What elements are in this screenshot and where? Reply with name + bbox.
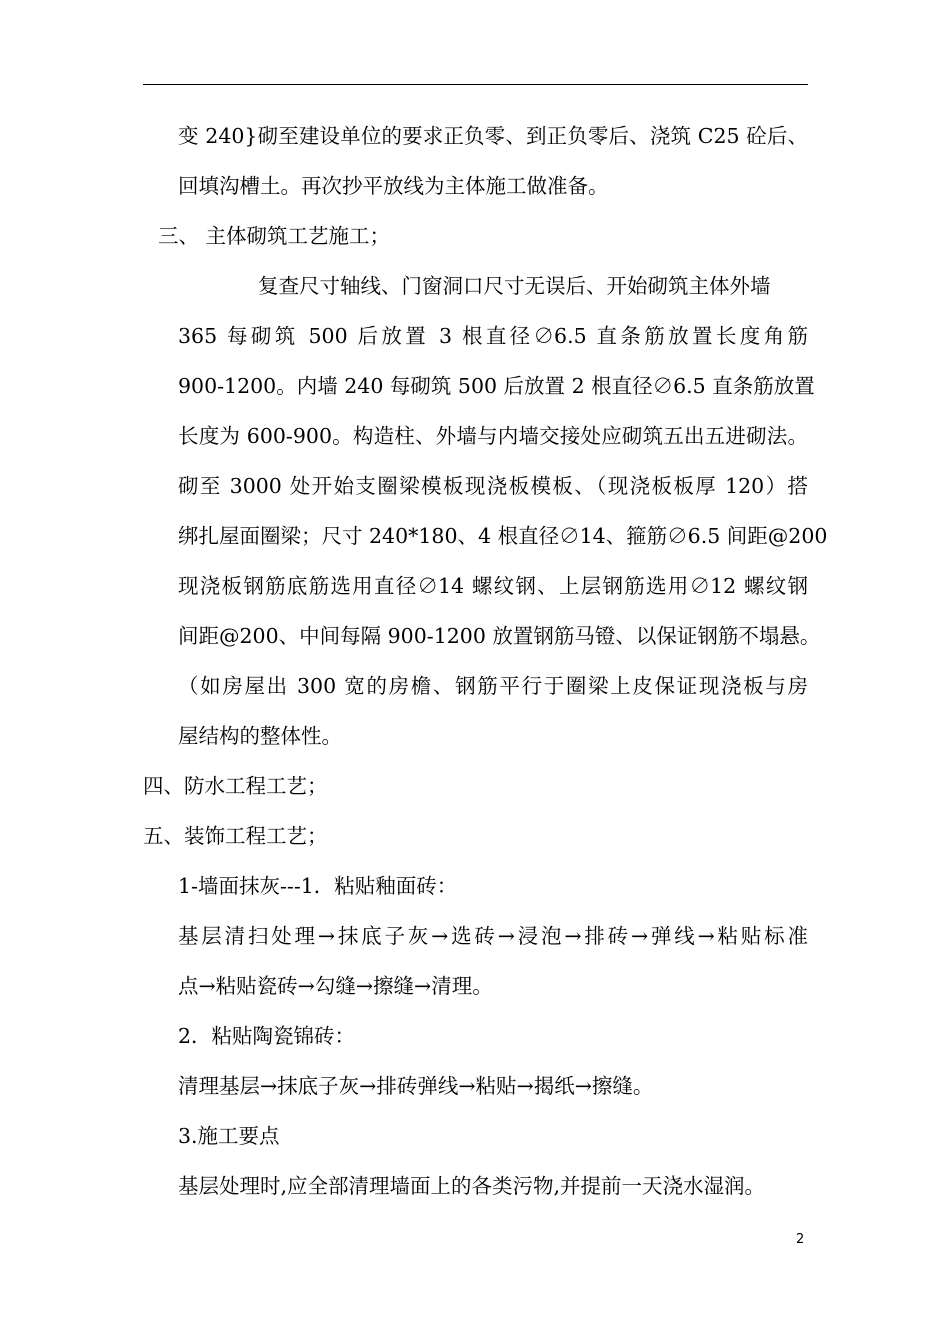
paragraph-line: 间距@200、中间每隔 900-1200 放置钢筋马镫、以保证钢筋不塌悬。: [178, 624, 821, 648]
paragraph-line: 复查尺寸轴线、门窗洞口尺寸无误后、开始砌筑主体外墙: [258, 274, 771, 298]
paragraph-line: 现浇板钢筋底筋选用直径∅14 螺纹钢、上层钢筋选用∅12 螺纹钢: [178, 574, 808, 598]
paragraph-line: 点→粘贴瓷砖→勾缝→擦缝→清理。: [178, 974, 493, 998]
header-rule: [143, 84, 808, 85]
paragraph-line: 回填沟槽土。再次抄平放线为主体施工做准备。: [178, 174, 609, 198]
paragraph-line: 365 每砌筑 500 后放置 3 根直径∅6.5 直条筋放置长度角筋: [178, 324, 808, 348]
paragraph-line: （如房屋出 300 宽的房檐、钢筋平行于圈梁上皮保证现浇板与房: [178, 674, 808, 698]
section-heading-4: 四、防水工程工艺；: [143, 774, 328, 798]
paragraph-line: 变 240}砌至建设单位的要求正负零、到正负零后、浇筑 C25 砼后、: [178, 124, 808, 148]
subsection-heading: 2．粘贴陶瓷锦砖：: [178, 1024, 356, 1048]
subsection-heading: 3.施工要点: [178, 1124, 280, 1148]
paragraph-line: 屋结构的整体性。: [178, 724, 342, 748]
paragraph-line: 基层清扫处理→抹底子灰→选砖→浸泡→排砖→弹线→粘贴标准: [178, 924, 808, 948]
paragraph-line: 900-1200。内墙 240 每砌筑 500 后放置 2 根直径∅6.5 直条筋放置: [178, 374, 815, 398]
subsection-heading: 1-墙面抹灰---1．粘贴釉面砖：: [178, 874, 458, 898]
paragraph-line: 清理基层→抹底子灰→排砖弹线→粘贴→揭纸→擦缝。: [178, 1074, 654, 1098]
paragraph-line: 绑扎屋面圈梁；尺寸 240*180、4 根直径∅14、箍筋∅6.5 间距@200: [178, 524, 828, 548]
paragraph-line: 长度为 600-900。构造柱、外墙与内墙交接处应砌筑五出五进砌法。: [178, 424, 808, 448]
page-number: 2: [796, 1232, 805, 1247]
paragraph-line: 基层处理时,应全部清理墙面上的各类污物,并提前一天浇水湿润。: [178, 1174, 766, 1198]
section-heading-5: 五、装饰工程工艺；: [143, 824, 328, 848]
paragraph-line: 砌至 3000 处开始支圈梁模板现浇板模板、（现浇板板厚 120）搭: [178, 474, 808, 498]
section-heading-3: 三、 主体砌筑工艺施工；: [158, 224, 391, 248]
